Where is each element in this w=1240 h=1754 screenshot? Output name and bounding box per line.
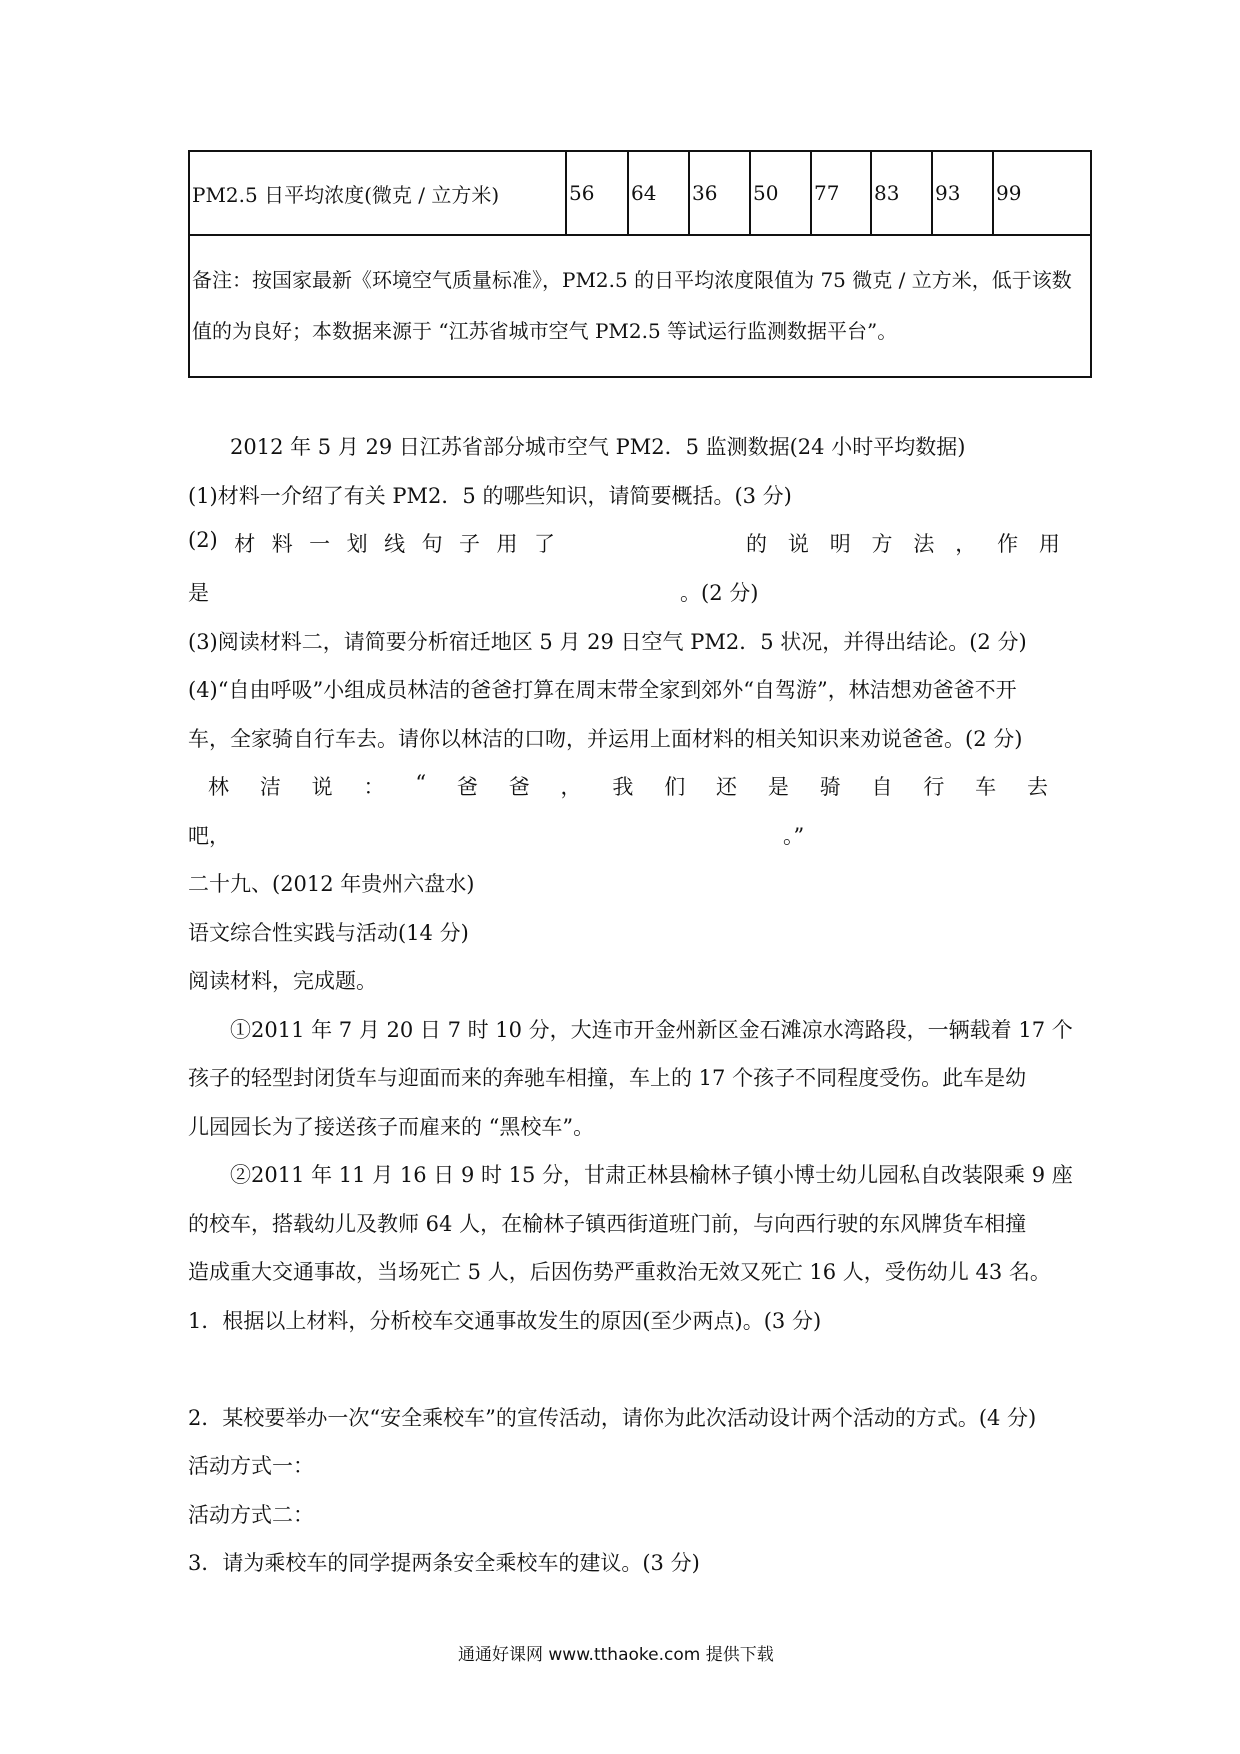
table-caption: 2012 年 5 月 29 日江苏省部分城市空气 PM2．5 监测数据(24 小时平均数据) (230, 435, 966, 459)
quote-end-right: 。” (783, 824, 805, 848)
text-char: 是 (767, 775, 789, 799)
question-3: (3)阅读材料二，请简要分析宿迁地区 5 月 29 日空气 PM2．5 状况，并得出结论。(2 分) (188, 630, 1027, 654)
pm25-table (188, 150, 1092, 378)
text-char: 材 (234, 532, 256, 556)
question-4-line2: 车，全家骑自行车去。请你以林洁的口吻，并运用上面材料的相关知识来劝说爸爸。(2 分) (188, 727, 1023, 751)
text-char: 自 (871, 775, 893, 799)
text-char: 爸 (508, 775, 530, 799)
value-cell: 64 (628, 151, 689, 235)
text-char: 说 (787, 532, 809, 556)
material-1-line: 儿园园长为了接送孩子而雇来的 “黑校车”。 (188, 1115, 595, 1139)
text-char: 还 (716, 775, 738, 799)
text-char: 我 (612, 775, 634, 799)
text-char: 车 (975, 775, 997, 799)
value-cell: 93 (932, 151, 993, 235)
text-char: 爸 (456, 775, 478, 799)
section-heading: 二十九、(2012 年贵州六盘水) (188, 872, 475, 896)
table-row (189, 151, 1091, 235)
text-char: “ (415, 771, 427, 795)
text-char: 料 (271, 532, 293, 556)
material-1-line: 孩子的轻型封闭货车与迎面而来的奔驰车相撞，车上的 17 个孩子不同程度受伤。此车是幼 (188, 1066, 1027, 1090)
question-4-line1: (4)“自由呼吸”小组成员林洁的爸爸打算在周末带全家到郊外“自驾游”，林洁想劝爸爸不开 (188, 678, 1017, 702)
question-1: (1)材料一介绍了有关 PM2．5 的哪些知识，请简要概括。(3 分) (188, 484, 792, 508)
quote-end-left: 吧， (188, 824, 230, 848)
material-2-line: ②2011 年 11 月 16 日 9 时 15 分，甘肃正林县榆林子镇小博士幼儿园私自改装限乘 9 座 (230, 1163, 1073, 1187)
text-char: 了 (533, 532, 555, 556)
value-cell: 99 (993, 151, 1091, 235)
question-2-line2-right: 。(2 分) (680, 581, 759, 605)
text-char: (2) (188, 528, 218, 552)
row-label-cell: PM2.5 日平均浓度(微克 / 立方米) (189, 151, 566, 235)
page-footer: 通通好课网 www.tthaoke.com 提供下载 (458, 1645, 774, 1665)
text-char: 骑 (819, 775, 841, 799)
text-char: 划 (346, 532, 368, 556)
question-2-line2-left: 是 (188, 581, 209, 605)
value-cell: 36 (689, 151, 750, 235)
text-char: 洁 (259, 775, 281, 799)
text-char: 们 (664, 775, 686, 799)
section-question-1: 1．根据以上材料，分析校车交通事故发生的原因(至少两点)。(3 分) (188, 1309, 822, 1333)
material-1-line: ①2011 年 7 月 20 日 7 时 10 分，大连市开金州新区金石滩凉水湾路段，一辆载着 17 个 (230, 1018, 1073, 1042)
activity-way-2: 活动方式二： (188, 1503, 314, 1527)
value-cell: 77 (811, 151, 871, 235)
text-char: 林 (208, 775, 229, 799)
material-2-line: 造成重大交通事故，当场死亡 5 人，后因伤势严重救治无效又死亡 16 人，受伤幼儿 43 名。 (188, 1260, 1051, 1284)
table-note-row (189, 235, 1091, 377)
text-char: 用 (1038, 532, 1060, 556)
text-char: 线 (384, 532, 406, 556)
table-note: 备注：按国家最新《环境空气质量标准》，PM2.5 的日平均浓度限值为 75 微克 / 立方米，低于该数值的为良好；本数据来源于 “江苏省城市空气 PM2.5 等试运行监测数据平台”。 (189, 235, 1091, 377)
text-char: ， (560, 775, 582, 799)
text-char: 说 (311, 775, 333, 799)
text-char: 方 (871, 532, 893, 556)
text-char: 明 (829, 532, 851, 556)
text-char: 法 (913, 532, 935, 556)
text-char: ， (955, 532, 977, 556)
text-char: 的 (746, 532, 767, 556)
question-2-line1-left (188, 528, 555, 558)
section-question-2: 2．某校要举办一次“安全乘校车”的宣传活动，请你为此次活动设计两个活动的方式。(4 分) (188, 1406, 1037, 1430)
question-2-line1-right (746, 528, 1060, 558)
text-char: 句 (421, 532, 443, 556)
text-char: 去 (1027, 775, 1048, 799)
text-char: ： (363, 775, 385, 799)
quote-line (208, 771, 1048, 801)
section-question-3: 3．请为乘校车的同学提两条安全乘校车的建议。(3 分) (188, 1551, 700, 1575)
value-cell: 50 (750, 151, 811, 235)
text-char: 子 (459, 532, 481, 556)
text-char: 一 (309, 532, 331, 556)
activity-way-1: 活动方式一： (188, 1454, 314, 1478)
material-2-line: 的校车，搭载幼儿及教师 64 人，在榆林子镇西街道班门前，与向西行驶的东风牌货车相撞 (188, 1212, 1027, 1236)
section-title: 语文综合性实践与活动(14 分) (188, 921, 469, 945)
text-char: 用 (496, 532, 518, 556)
text-char: 行 (923, 775, 945, 799)
text-char: 作 (997, 532, 1019, 556)
value-cell: 56 (566, 151, 628, 235)
section-instruction: 阅读材料，完成题。 (188, 969, 377, 993)
value-cell: 83 (871, 151, 932, 235)
